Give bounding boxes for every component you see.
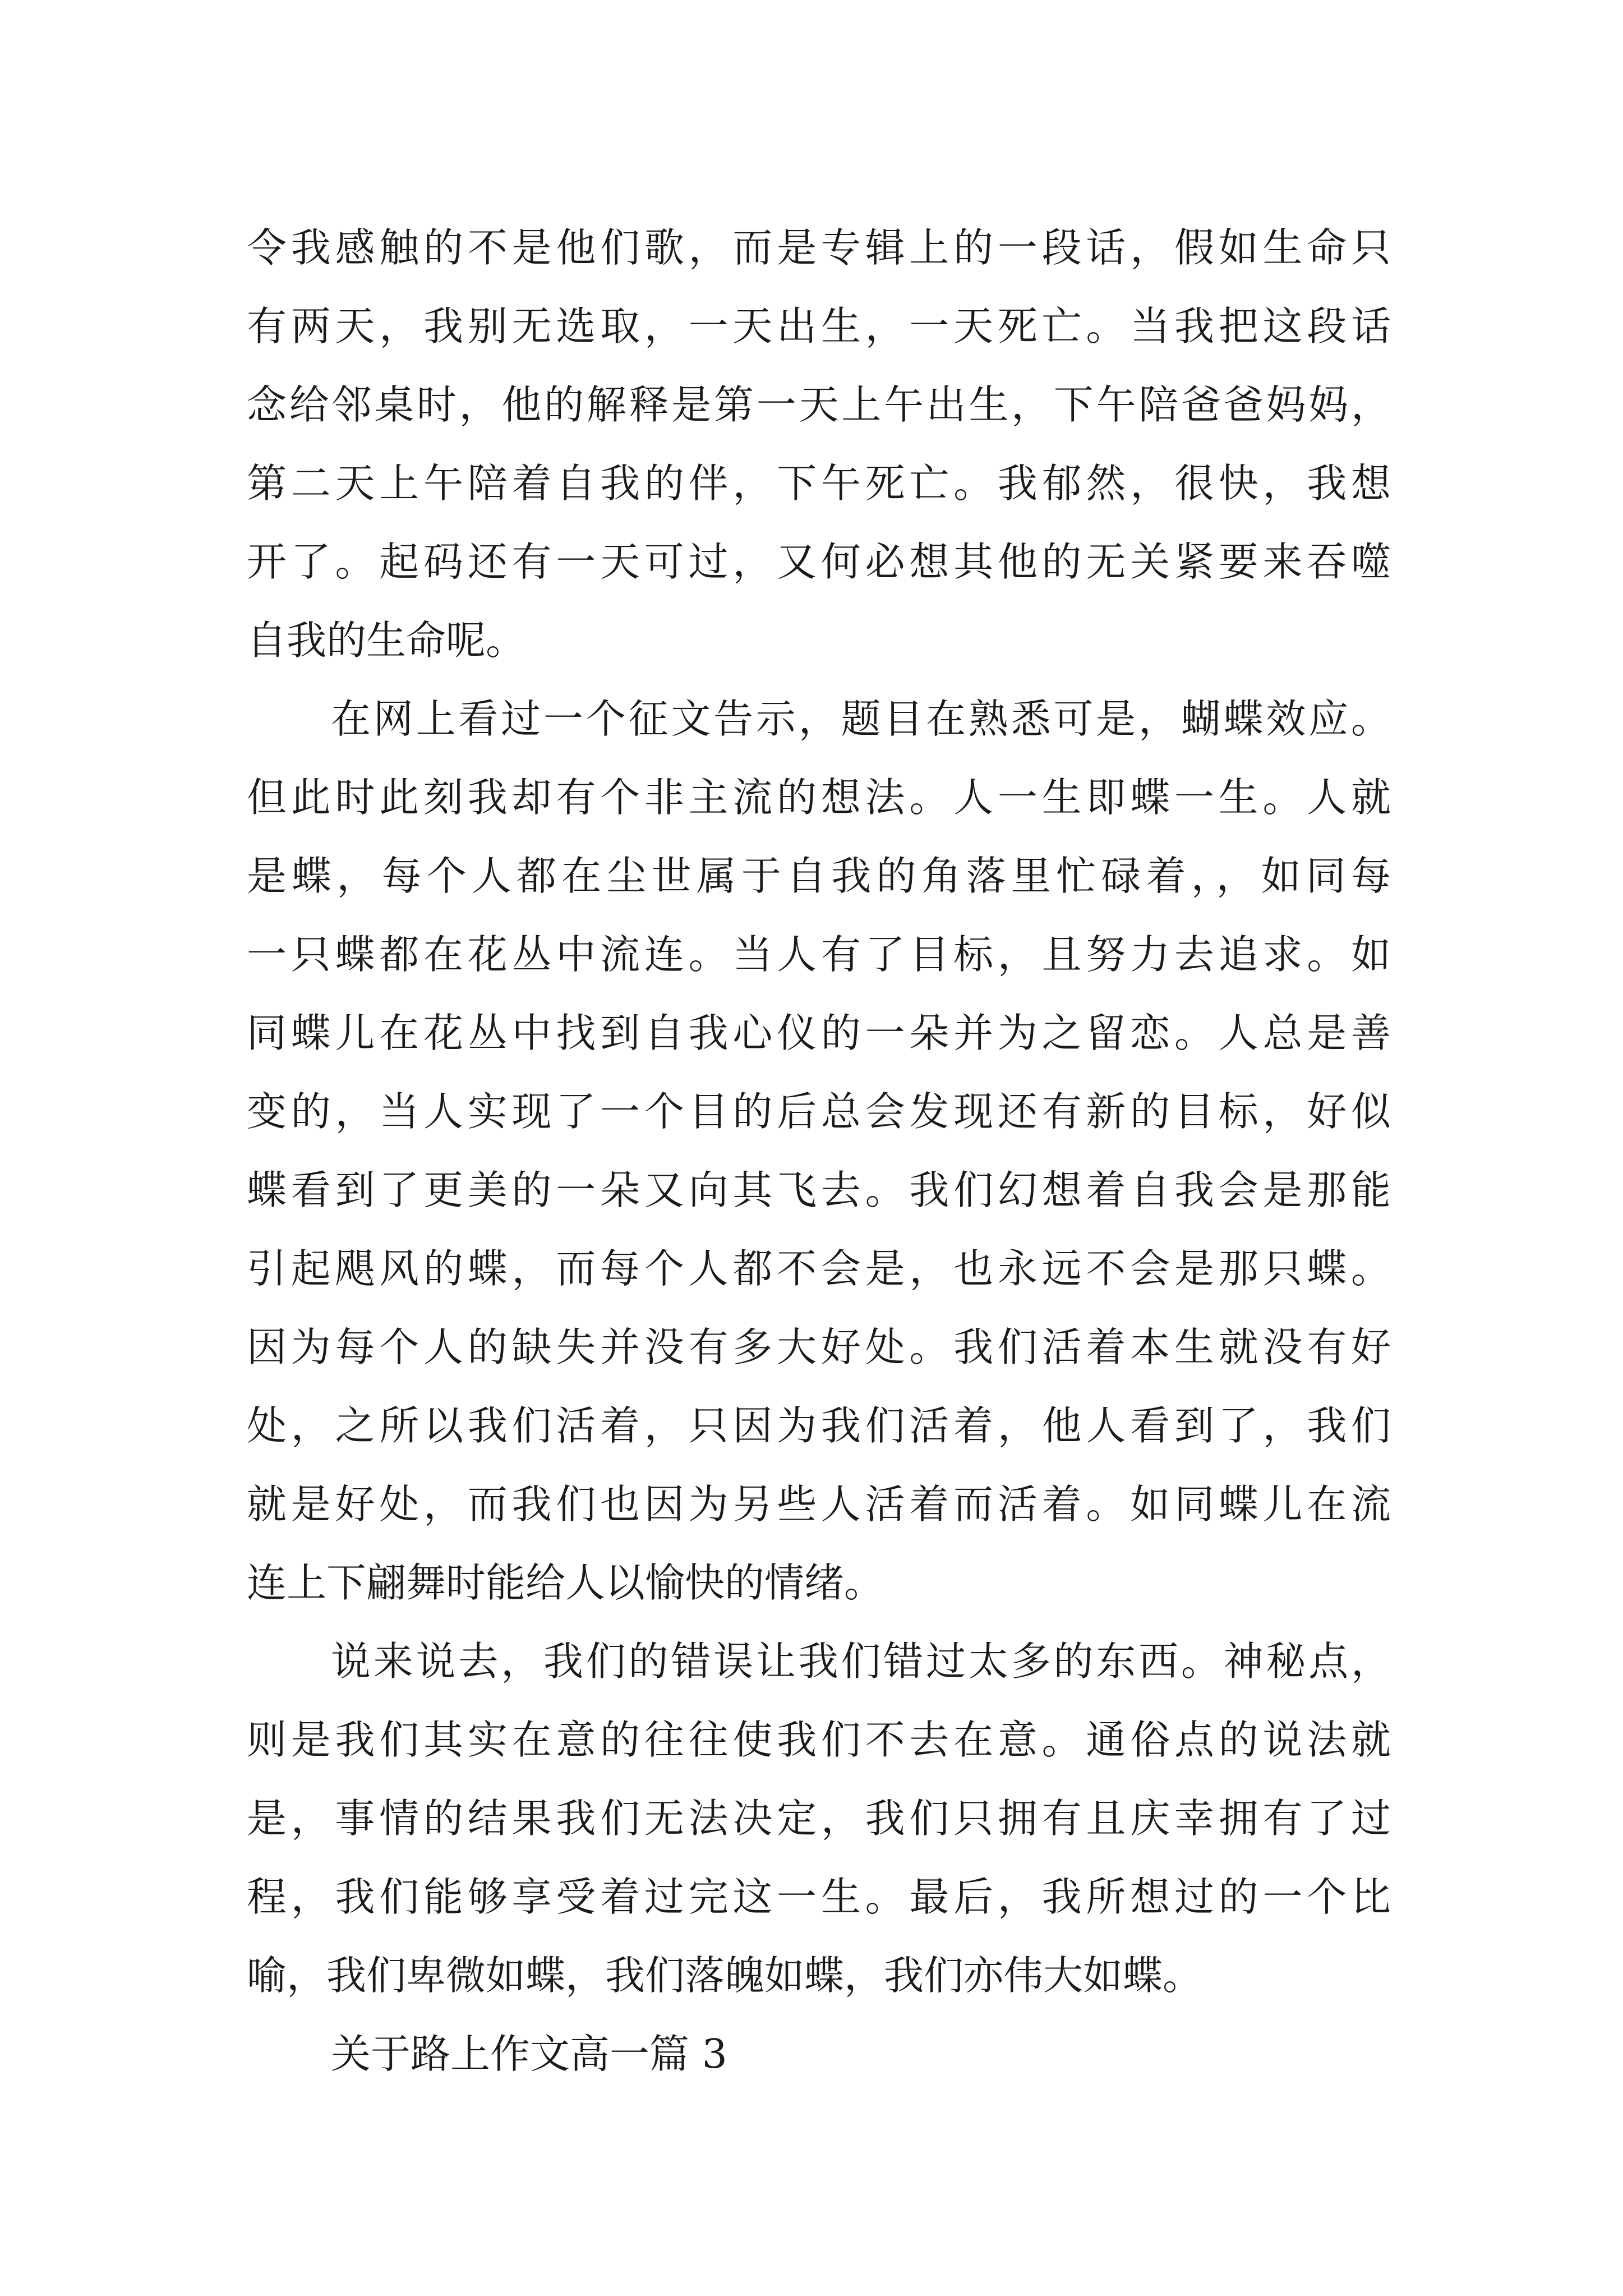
text-line: 变的，当人实现了一个目的后总会发现还有新的目标，好似	[247, 1088, 1391, 1135]
text-line: 是蝶，每个人都在尘世属于自我的角落里忙碌着，，如同每	[247, 853, 1391, 899]
section-heading	[247, 2015, 1391, 2093]
text-line: 但此时此刻我却有个非主流的想法。人一生即蝶一生。人就	[247, 774, 1391, 821]
text-line: 蝶看到了更美的一朵又向其飞去。我们幻想着自我会是那能	[247, 1167, 1391, 1213]
text-line: 处，之所以我们活着，只因为我们活着，他人看到了，我们	[247, 1402, 1391, 1449]
text-line: 引起飓风的蝶，而每个人都不会是，也永远不会是那只蝶。	[247, 1245, 1391, 1292]
paragraph-3	[247, 1622, 1391, 2015]
text-line: 因为每个人的缺失并没有多大好处。我们活着本生就没有好	[247, 1324, 1391, 1370]
text-line: 就是好处，而我们也因为另些人活着而活着。如同蝶儿在流	[247, 1481, 1391, 1527]
text-line: 连上下翩舞时能给人以愉快的情绪。	[247, 1559, 884, 1606]
text-line: 程，我们能够享受着过完这一生。最后，我所想过的一个比	[247, 1874, 1391, 1920]
text-line: 说来说去，我们的错误让我们错过太多的东西。神秘点，	[331, 1638, 1391, 1685]
text-line: 开了。起码还有一天可过，又何必想其他的无关紧要来吞噬	[247, 539, 1391, 585]
paragraph-1	[247, 209, 1391, 680]
text-line: 在网上看过一个征文告示，题目在熟悉可是，蝴蝶效应。	[331, 696, 1391, 742]
text-line: 有两天，我别无选取，一天出生，一天死亡。当我把这段话	[247, 303, 1391, 349]
text-line: 令我感触的不是他们歌，而是专辑上的一段话，假如生命只	[247, 224, 1391, 271]
text-line: 一只蝶都在花丛中流连。当人有了目标，且努力去追求。如	[247, 931, 1391, 978]
text-line: 同蝶儿在花丛中找到自我心仪的一朵并为之留恋。人总是善	[247, 1010, 1391, 1056]
text-line: 则是我们其实在意的往往使我们不去在意。通俗点的说法就	[247, 1717, 1391, 1763]
paragraph-2	[247, 680, 1391, 1622]
text-line: 自我的生命呢。	[247, 617, 526, 664]
section-heading-text: 关于路上作文高一篇 3	[331, 2031, 727, 2077]
text-line: 念给邻桌时，他的解释是第一天上午出生，下午陪爸爸妈妈，	[247, 381, 1391, 428]
text-line: 是，事情的结果我们无法决定，我们只拥有且庆幸拥有了过	[247, 1795, 1391, 1842]
text-line: 第二天上午陪着自我的伴，下午死亡。我郁然，很快，我想	[247, 460, 1391, 507]
text-line: 喻，我们卑微如蝶，我们落魄如蝶，我们亦伟大如蝶。	[247, 1952, 1203, 1999]
document-body	[247, 209, 1391, 2093]
